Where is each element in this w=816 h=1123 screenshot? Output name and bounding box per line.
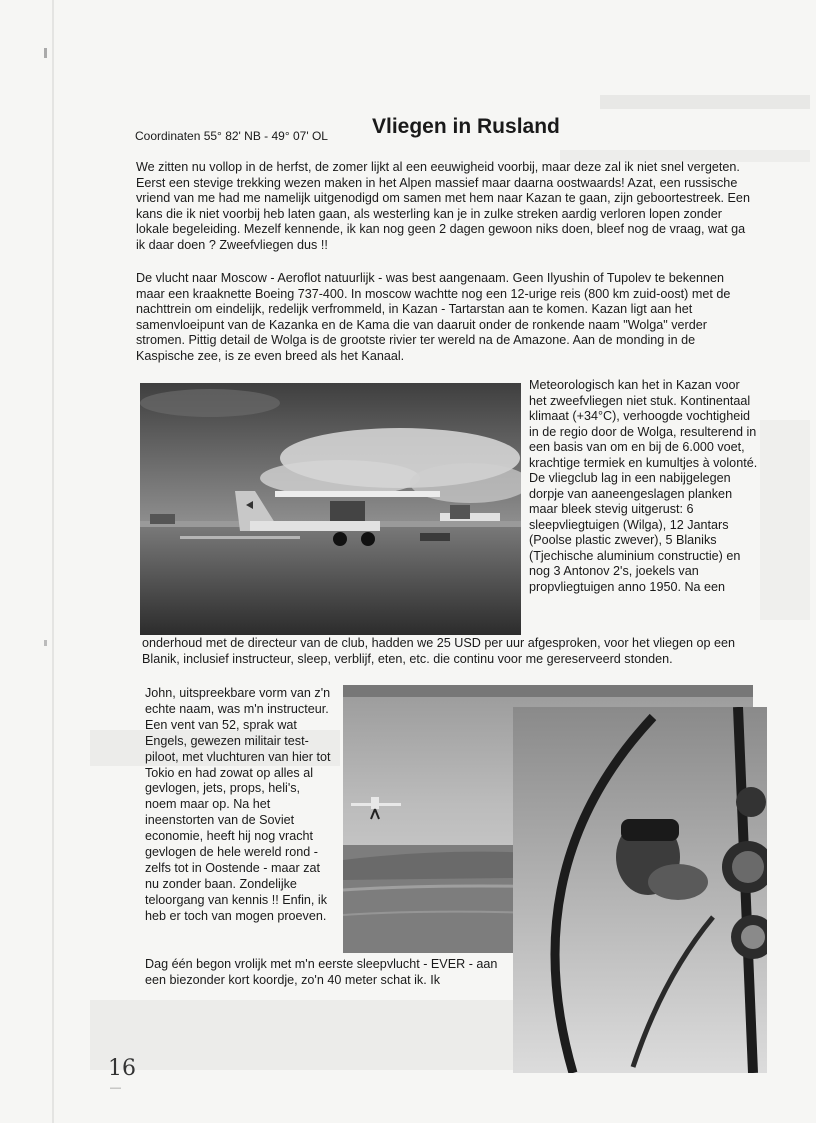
page-edge bbox=[52, 0, 54, 1123]
paragraph-agreement: onderhoud met de directeur van de club, hadden we 25 USD per uur afgesproken, voor het vliegen op een Blanik, inclusief instructeur, sleep, verblijf, eten, etc. die continu voor me gereserveerd stonden. bbox=[142, 636, 735, 666]
paragraph-meteorology: Meteorologisch kan het in Kazan voor het zweefvliegen niet stuk. Kontinentaal klimaat (+34°C), verhoogde vochtigheid in de regio door de Wolga, resulterend in een basis van om en bij de 6.000 voet, krachtige termiek en kumultjes à volonté. De vliegclub lag in een nabijgelegen dorpje van aaneengeslagen planken maar bleek stevig uitgerust: 6 sleepvliegtuigen (Wilga), 12 Jantars (Poolse plastic zwever), 5 Blaniks (Tjechische aluminium constructie) en nog 3 Antonov 2's, joekels van propvliegtuigen anno 1950. Na een bbox=[529, 378, 758, 594]
airfield-photo bbox=[140, 383, 521, 635]
coordinates-label: Coordinaten 55° 82' NB - 49° 07' OL bbox=[135, 129, 328, 143]
show-through-heading bbox=[600, 95, 810, 109]
cockpit-photo bbox=[513, 707, 767, 1073]
paragraph-flight: De vlucht naar Moscow - Aeroflot natuurlijk - was best aangenaam. Geen Ilyushin of Tupolev te bekennen maar een kraaknette Boeing 737-400. In moscow wachtte nog een 12-urige reis (800 km zuid-oost) met de nachttrein om eindelijk, redelijk verfrommeld, in Kazan - Tartarstan aan te komen. Kazan ligt aan het samenvloeipunt van de Kazanka en de Kama die van daaruit onder de ronkende naam "Wolga" verder stromen. Pittig detail de Wolga is de grootste rivier ter wereld na de Amazone. Aan de monding in de Kaspische zee, is ze even breed als het Kanaal. bbox=[136, 271, 731, 363]
paragraph-instructor: John, uitspreekbare vorm van z'n echte naam, was m'n instructeur. Een vent van 52, sprak wat Engels, gewezen militair test-piloot, met vluchturen van hier tot Tokio en had zowat op alles al gevlogen, jets, props, heli's, noem maar op. Na het ineenstorten van de Soviet economie, heeft hij nog vracht gevlogen de hele wereld rond - zelfs tot in Oostende - maar zat nu zonder baan. Zondelijke teloorgang van kennis !! Enfin, ik heb er toch van mogen proeven. bbox=[145, 686, 331, 923]
page-number: 16 bbox=[108, 1056, 136, 1081]
corner-mark: — bbox=[110, 1082, 121, 1094]
page-title: Vliegen in Rusland bbox=[372, 115, 560, 138]
paragraph-intro: We zitten nu vollop in de herfst, de zomer lijkt al een eeuwigheid voorbij, maar deze zal ik niet snel vergeten. Eerst een stevige trekking wezen maken in het Alpen massief maar daarna oostwaards! Azat, een russische vriend van me had me namelijk uitgenodigd om samen met hem naar Kazan te gaan, zijn geboortestreek. Een kans die ik niet voorbij heb laten gaan, als westerling kan je in zulke streken aardig verloren lopen zonder lokale begeleiding. Mezelf kennende, ik kan nog geen 2 dagen gewoon niks doen, bleef nog de vraag, wat ga ik daar doen ? Zweefvliegen dus !! bbox=[136, 160, 750, 252]
show-through-text bbox=[760, 420, 810, 620]
margin-mark bbox=[44, 48, 47, 58]
show-through-band bbox=[90, 1000, 520, 1070]
margin-mark bbox=[44, 640, 47, 646]
paragraph-first-tow: Dag één begon vrolijk met m'n eerste sleepvlucht - EVER - aan een biezonder kort koordje, zo'n 40 meter schat ik. Ik bbox=[145, 957, 498, 987]
